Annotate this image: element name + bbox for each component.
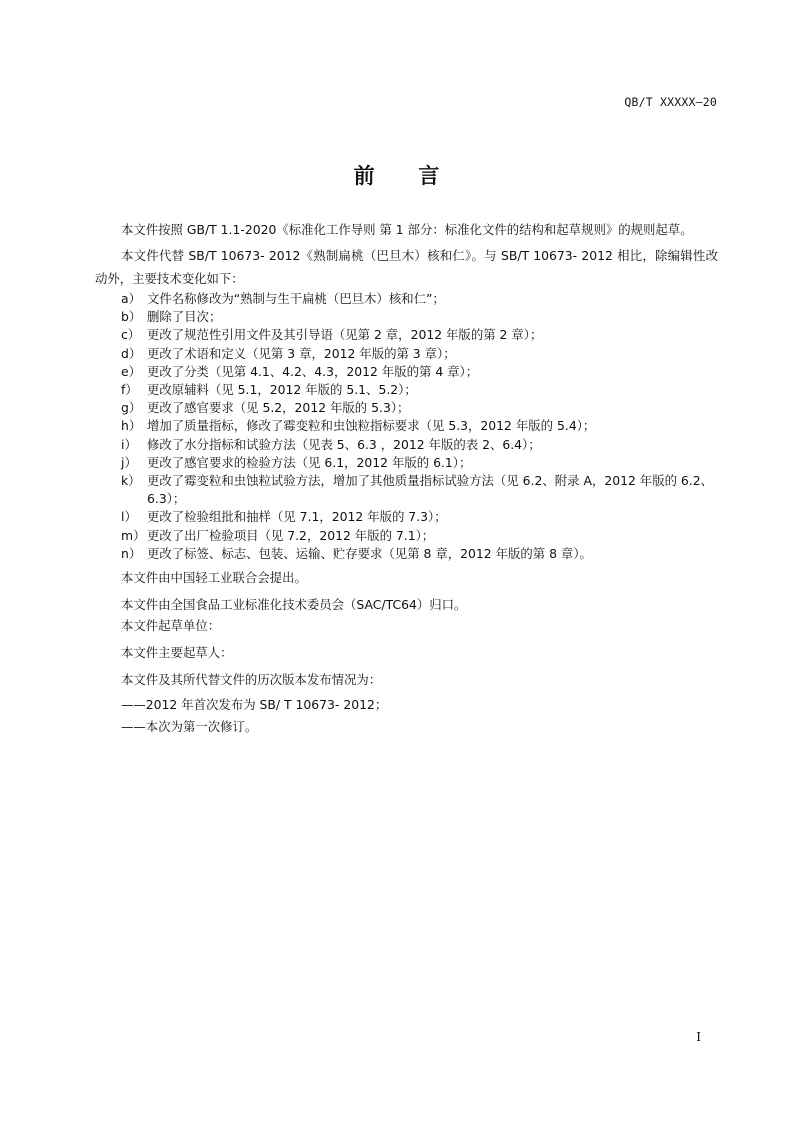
change-item-marker: h） (121, 418, 142, 434)
change-item-marker: l） (121, 509, 137, 525)
change-list-item (95, 381, 718, 399)
change-item-text: 更改了分类（见第 4.1、4.2、4.3，2012 年版的第 4 章）； (147, 363, 479, 379)
change-list-item (95, 417, 718, 435)
change-item-marker: e） (121, 363, 142, 379)
change-list-item (95, 326, 718, 344)
change-item-marker: i） (121, 436, 137, 452)
foreword-body (95, 218, 718, 738)
committee-statement: 本文件由全国食品工业标准化技术委员会（SAC/TC64）归口。 (121, 597, 467, 613)
change-list-item (95, 472, 718, 508)
change-item-text: 修改了水分指标和试验方法（见表 5、6.3 ，2012 年版的表 2、6.4）； (147, 436, 541, 452)
change-item-marker: d） (121, 345, 142, 361)
change-item-marker: f） (121, 382, 138, 398)
change-list-item (95, 399, 718, 417)
change-item-text: 更改了标签、标志、包装、运输、贮存要求（见第 8 章，2012 年版的第 8 章）。 (147, 545, 592, 561)
change-item-text: 更改了出厂检验项目（见 7.2，2012 年版的 7.1）； (147, 527, 435, 543)
change-item-text: 文件名称修改为“熟制与生干扁桃（巴旦木）核和仁”； (147, 291, 445, 306)
change-item-marker: j） (121, 454, 137, 470)
change-list-item (95, 545, 718, 563)
drafting-unit-statement: 本文件起草单位： (121, 618, 221, 634)
change-list-item (95, 508, 718, 526)
change-list-item (95, 454, 718, 472)
technical-changes-list (95, 290, 718, 563)
change-list-item (95, 290, 718, 308)
change-item-marker: n） (121, 545, 142, 561)
history-intro: 本文件及其所代替文件的历次版本发布情况为： (121, 672, 382, 688)
change-item-marker: m） (121, 527, 146, 543)
change-item-text: 更改了术语和定义（见第 3 章，2012 年版的第 3 章）； (147, 345, 456, 361)
change-item-text: 更改原辅料（见 5.1，2012 年版的 5.1、5.2）； (147, 382, 417, 398)
change-item-marker: g） (121, 400, 142, 416)
change-list-item (95, 436, 718, 454)
foreword-title: 前 言 (353, 164, 440, 188)
change-item-marker: k） (121, 473, 141, 489)
history-item-2012: ——2012 年首次发布为 SB/ T 10673- 2012； (121, 697, 388, 713)
change-list-item (95, 308, 718, 326)
change-item-text: 更改了霉变粒和虫蚀粒试验方法，增加了其他质量指标试验方法（见 6.2、附录 A，2012 年版的 6.2、6.3）； (147, 473, 714, 507)
history-item-current: ——本次为第一次修订。 (121, 719, 258, 735)
change-item-text: 更改了规范性引用文件及其引导语（见第 2 章，2012 年版的第 2 章）； (147, 327, 543, 343)
change-list-item (95, 345, 718, 363)
change-item-text: 更改了感官要求的检验方法（见 6.1，2012 年版的 6.1）； (147, 454, 472, 470)
page-number: I (696, 1030, 701, 1044)
change-item-text: 更改了感官要求（见 5.2，2012 年版的 5.3）； (147, 400, 410, 416)
change-list-item (95, 363, 718, 381)
change-list-item (95, 527, 718, 545)
change-item-text: 删除了目次； (147, 309, 222, 325)
change-item-marker: b） (121, 309, 142, 325)
drafting-rule-paragraph: 本文件按照 GB/T 1.1-2020《标准化工作导则 第 1 部分：标准化文件的结构和起草规则》的规则起草。 (121, 222, 693, 237)
replacement-paragraph: 本文件代替 SB/T 10673- 2012《熟制扁桃（巴旦木）核和仁》。与 SB/T 10673- 2012 相比，除编辑性改动外，主要技术变化如下： (95, 248, 718, 286)
change-item-text: 更改了检验组批和抽样（见 7.1，2012 年版的 7.3）； (147, 509, 447, 525)
drafters-statement: 本文件主要起草人： (121, 645, 233, 661)
standard-code: QB/T XXXXX—20 (624, 95, 717, 109)
proposer-statement: 本文件由中国轻工业联合会提出。 (121, 570, 307, 586)
change-item-marker: c） (121, 327, 141, 343)
change-item-text: 增加了质量指标，修改了霉变粒和虫蚀粒指标要求（见 5.3，2012 年版的 5.4）； (147, 418, 596, 434)
change-item-marker: a） (121, 291, 141, 306)
